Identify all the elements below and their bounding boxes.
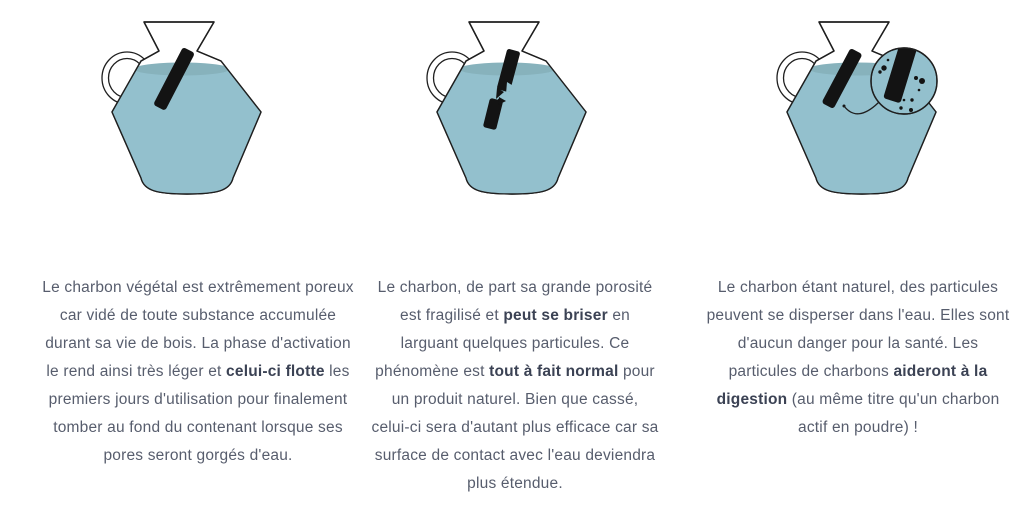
magnifier-circle-icon <box>871 41 937 114</box>
floating-charcoal-jug-icon <box>87 8 287 208</box>
description-text: Le charbon étant naturel, des particules peuvent se disperser dans l'eau. Elles sont d'aucun danger pour la santé. Les particules de charbons aideront à la digestion (au même titre qu'un charbon actif en poudre) ! <box>706 279 1010 436</box>
water-jug-icon <box>422 22 602 199</box>
description-text: Le charbon, de part sa grande porosité est fragilisé et peut se briser en larguant quelques particules. Ce phénomène est tout à fait normal pour un produit naturel. Bien que cassé, celui-ci sera d'autant plus efficace car sa surface de contact avec l'eau deviendra plus étendue. <box>371 279 659 492</box>
water-jug-icon <box>772 22 952 199</box>
jug-illustration <box>412 8 612 208</box>
broken-charcoal-jug-icon <box>412 8 612 208</box>
charcoal-particles-jug-icon <box>762 8 962 208</box>
info-column-casse <box>371 8 659 498</box>
jug-illustration <box>87 8 287 208</box>
water-jug-icon <box>97 22 277 199</box>
info-column-flotte <box>38 8 358 498</box>
water <box>97 69 277 199</box>
jug-illustration <box>762 8 962 208</box>
info-column-particules <box>704 8 1012 498</box>
description-text: Le charbon végétal est extrêmement poreux car vidé de toute substance accumulée durant sa vie de bois. La phase d'activation le rend ainsi très léger et celui-ci flotte les premiers jours d'utilisation pour finalement tomber au fond du contenant lorsque ses pores seront gorgés d'eau. <box>42 279 354 464</box>
